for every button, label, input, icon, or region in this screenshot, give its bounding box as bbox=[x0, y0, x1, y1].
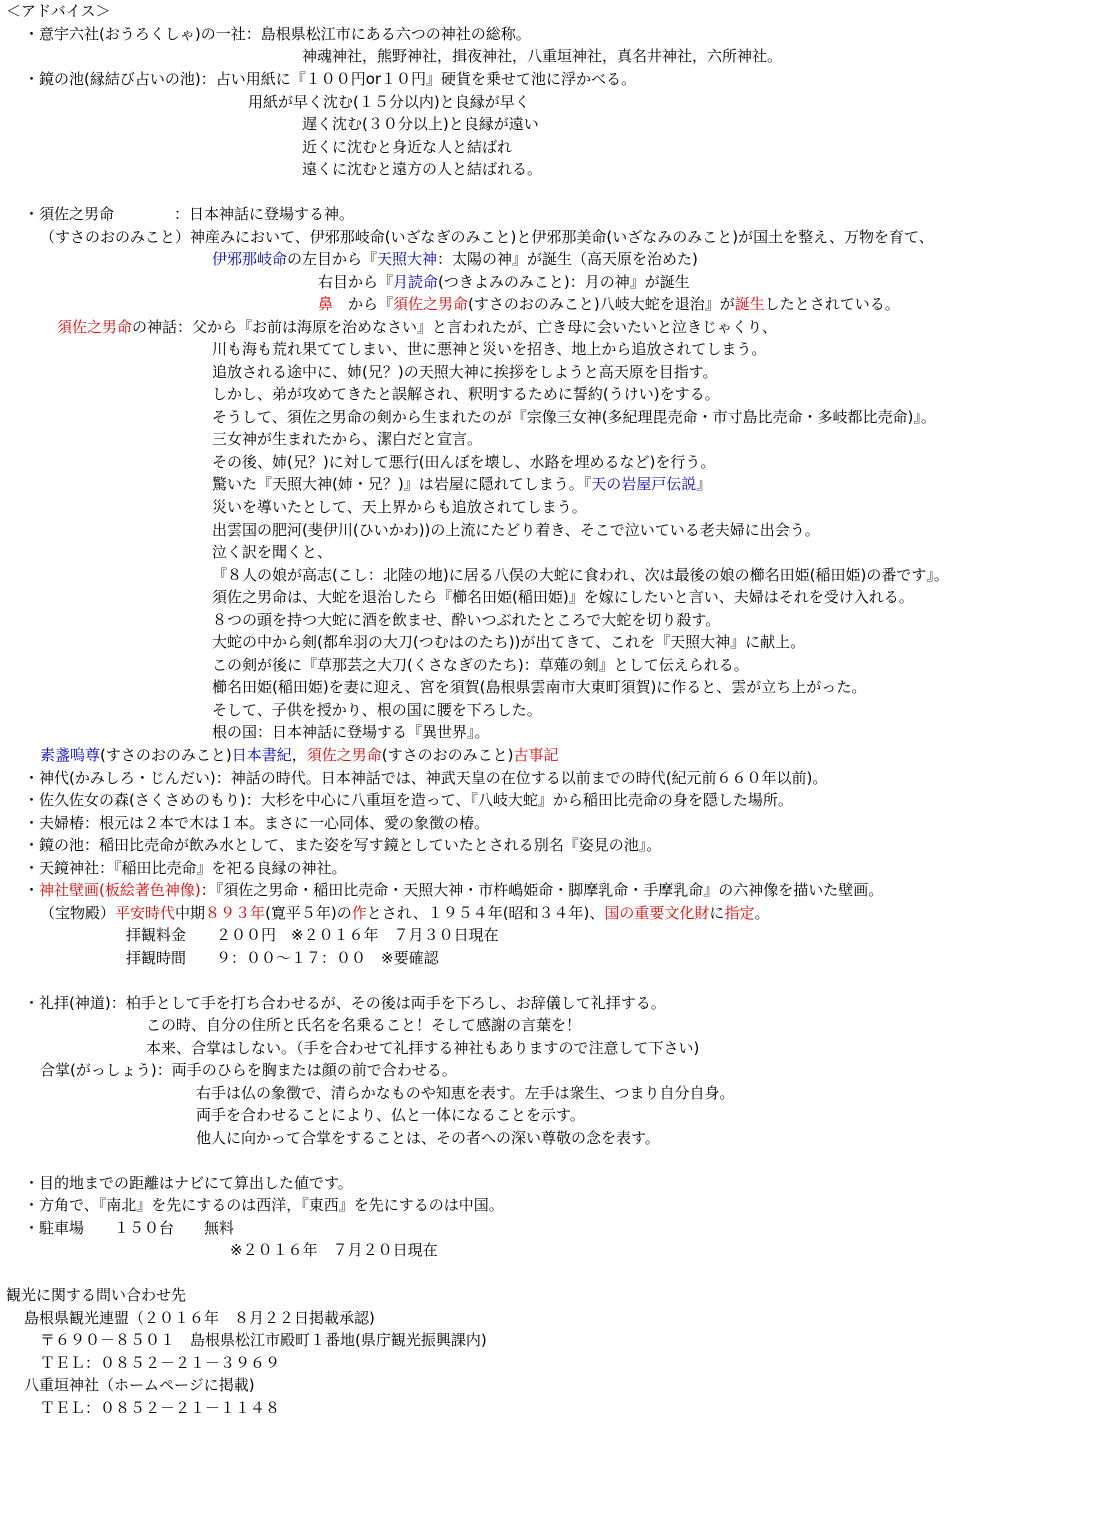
contact-heading: 観光に関する問い合わせ先 bbox=[6, 1286, 187, 1304]
izanagi-right-eye: 右目から『月読命(つきよみのみこと)：月の神』が誕生 bbox=[318, 273, 690, 291]
parking: ・駐車場 １５０台 無料 bbox=[24, 1219, 235, 1237]
izanagi-left-eye: 伊邪那岐命の左目から『天照大神：太陽の神』が誕生（高天原を治めた) bbox=[212, 250, 698, 268]
parking-date: ※２０１６年 ７月２０日現在 bbox=[230, 1241, 438, 1259]
meoto-tsubaki: ・夫婦椿：根元は２本で木は１本。まさに一心同体、愛の象徴の椿。 bbox=[24, 814, 490, 832]
mirror-pond-near: 近くに沈むと身近な人と結ばれ bbox=[302, 138, 513, 156]
myth-line: 櫛名田姫(稲田姫)を妻に迎え、宮を須賀(島根県雲南市大東町須賀)に作ると、雲が立ち上がった。 bbox=[212, 678, 867, 696]
susanoo-myth-heading: 須佐之男命の神話：父から『お前は海原を治めなさい』と言われたが、亡き母に会いたいと泣きじゃくり、 bbox=[57, 318, 778, 336]
myth-line: 出雲国の肥河(斐伊川(ひいかわ))の上流にたどり着き、そこで泣いている老夫婦に出会う。 bbox=[212, 521, 820, 539]
contact-address: 〒６９０－８５０１ 島根県松江市殿町１番地(県庁観光振興課内) bbox=[40, 1331, 487, 1349]
contact-yaegaki: 八重垣神社（ホームページに掲載) bbox=[24, 1376, 255, 1394]
shrine-mural: ・神社壁画(板絵著色神像)：『須佐之男命・稲田比売命・天照大神・市杵嶋姫命・脚摩乳命・手摩乳命』の六神像を描いた壁画。 bbox=[24, 881, 884, 899]
myth-line: この剣が後に『草那芸之大刀(くさなぎのたち)：草薙の剣』として伝えられる。 bbox=[212, 656, 749, 674]
name-sources: 素盞嗚尊(すさのおのみこと)日本書紀，須佐之男命(すさのおのみこと)古事記 bbox=[40, 746, 559, 764]
myth-line: 追放される途中に、姉(兄？)の天照大神に挨拶をしようと高天原を目指す。 bbox=[212, 363, 718, 381]
myth-line: 三女神が生まれたから、潔白だと宣言。 bbox=[212, 430, 483, 448]
myth-line: 須佐之男命は、大蛇を退治したら『櫛名田姫(稲田姫)』を嫁にしたいと言い、夫婦はそれを受け入れる。 bbox=[212, 588, 914, 606]
tenkyo-shrine: ・天鏡神社：『稲田比売命』を祀る良縁の神社。 bbox=[24, 859, 347, 877]
myth-line: 大蛇の中から剣(都牟羽の大刀(つむはのたち))が出てきて、これを『天照大神』に献上。 bbox=[212, 633, 806, 651]
sakusame-forest: ・佐久佐女の森(さくさめのもり)：大杉を中心に八重垣を造って、『八岐大蛇』から稲田比売命の身を隠した場所。 bbox=[24, 791, 793, 809]
mirror-pond-far: 遠くに沈むと遠方の人と結ばれる。 bbox=[302, 160, 543, 178]
myth-line: 『８人の娘が高志(こし：北陸の地)に居る八俣の大蛇に食われ、次は最後の娘の櫛名田姫(稲田姫)の番です』。 bbox=[212, 566, 949, 584]
contact-tel: ＴＥＬ：０８５２－２１－３９６９ bbox=[40, 1354, 281, 1372]
shrine-list: 神魂神社，熊野神社，揖夜神社，八重垣神社，真名井神社，六所神社。 bbox=[302, 47, 783, 65]
distance-note: ・目的地までの距離はナビにて算出した値です。 bbox=[24, 1174, 353, 1192]
myth-line: 根の国：日本神話に登場する『異世界』。 bbox=[212, 723, 490, 741]
myth-line: 泣く訳を聞くと、 bbox=[212, 543, 333, 561]
myth-line: ８つの頭を持つ大蛇に酒を飲ませ、酔いつぶれたところで大蛇を切り殺す。 bbox=[212, 611, 721, 629]
worship-note: 本来、合掌はしない。（手を合わせて礼拝する神社もありますので注意して下さい) bbox=[146, 1039, 700, 1057]
kamishiro: ・神代(かみしろ・じんだい)：神話の時代。日本神話では、神武天皇の在位する以前までの時代(紀元前６６０年以前)。 bbox=[24, 769, 828, 787]
myth-line: その後、姉(兄？)に対して悪行(田んぼを壊し、水路を埋めるなど)を行う。 bbox=[212, 453, 716, 471]
susanoo-reading: （すさのおのみこと）神産みにおいて、伊邪那岐命(いざなぎのみこと)と伊邪那美命(いざなみのみこと)が国土を整え、万物を育て、 bbox=[40, 228, 934, 246]
advice-header: ＜アドバイス＞ bbox=[6, 2, 111, 20]
gassho-note: 右手は仏の象徴で、清らかなものや知恵を表す。左手は衆生、つまり自分自身。 bbox=[196, 1084, 735, 1102]
contact-tel: ＴＥＬ：０８５２－２１－１１４８ bbox=[40, 1399, 281, 1417]
gassho: 合掌(がっしょう)：両手のひらを胸または顔の前で合わせる。 bbox=[40, 1061, 457, 1079]
myth-line: そして、子供を授かり、根の国に腰を下ろした。 bbox=[212, 701, 542, 719]
worship-shinto: ・礼拝(神道)：柏手として手を打ち合わせるが、その後は両手を下ろし、お辞儀して礼拝する。 bbox=[24, 994, 666, 1012]
treasure-hall: （宝物殿）平安時代中期８９３年(寛平５年)の作とされ、１９５４年(昭和３４年)、国の重要文化財に指定。 bbox=[40, 904, 770, 922]
mirror-pond-slow: 遅く沈む(３０分以上)と良縁が遠い bbox=[302, 115, 539, 133]
myth-line: 災いを導いたとして、天上界からも追放されてしまう。 bbox=[212, 498, 587, 516]
gassho-note: 他人に向かって合掌をすることは、その者への深い尊敬の念を表す。 bbox=[196, 1129, 660, 1147]
mirror-pond-fast: 用紙が早く沈む(１５分以内)と良縁が早く bbox=[248, 93, 530, 111]
susanoo-heading: ・須佐之男命 ：日本神話に登場する神。 bbox=[24, 205, 355, 223]
myth-line: そうして、須佐之男命の剣から生まれたのが『宗像三女神(多紀理毘売命・市寸島比売命・多岐都比売命)』。 bbox=[212, 408, 936, 426]
myth-line: 川も海も荒れ果ててしまい、世に悪神と災いを招き、地上から追放されてしまう。 bbox=[212, 340, 767, 358]
gassho-note: 両手を合わせることにより、仏と一体になることを示す。 bbox=[196, 1106, 585, 1124]
admission-fee: 拝観料金 ２００円 ※２０１６年 ７月３０日現在 bbox=[126, 926, 499, 944]
viewing-hours: 拝観時間 ９：００～１７：００ ※要確認 bbox=[126, 949, 439, 967]
worship-note: この時、自分の住所と氏名を名乗ること！そして感謝の言葉を！ bbox=[146, 1016, 582, 1034]
myth-line-iwayado: 驚いた『天照大神(姉・兄？)』は岩屋に隠れてしまう。『天の岩屋戸伝説』 bbox=[212, 475, 712, 493]
direction-note: ・方角で、『南北』を先にするのは西洋，『東西』を先にするのは中国。 bbox=[24, 1196, 504, 1214]
myth-line: しかし、弟が攻めてきたと誤解され、釈明するために誓約(うけい)をする。 bbox=[212, 385, 720, 403]
mirror-pond-alias: ・鏡の池：稲田比売命が飲み水として、また姿を写す鏡としていたとされる別名『姿見の池』。 bbox=[24, 836, 662, 854]
izanagi-nose: 鼻 から『須佐之男命(すさのおのみこと)八岐大蛇を退治』が誕生したとされている。 bbox=[318, 295, 900, 313]
ouroku-shrines: ・意宇六社(おうろくしゃ)の一社：島根県松江市にある六つの神社の総称。 bbox=[24, 25, 531, 43]
mirror-pond: ・鏡の池(縁結び占いの池)：占い用紙に『１００円or１０円』硬貨を乗せて池に浮かべる。 bbox=[24, 70, 637, 88]
contact-federation: 島根県観光連盟（２０１６年 ８月２２日掲載承認) bbox=[24, 1309, 375, 1327]
